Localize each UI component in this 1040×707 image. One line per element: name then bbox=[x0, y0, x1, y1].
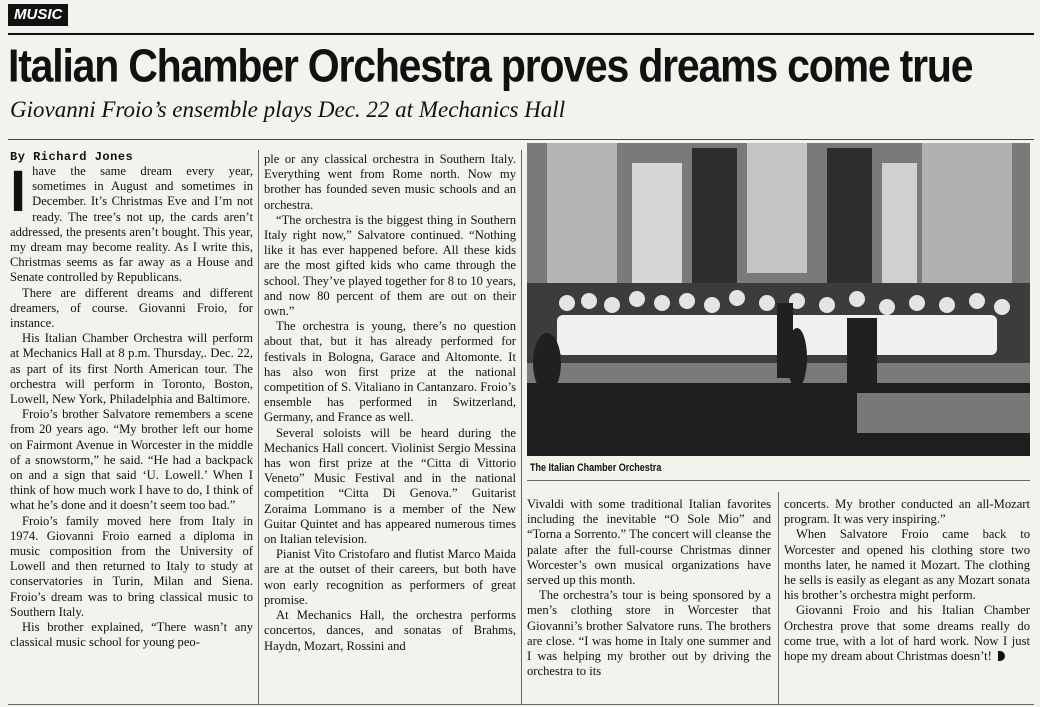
byline: By Richard Jones bbox=[10, 150, 134, 164]
paragraph: Giovanni Froio and his Italian Chamber Orchestra prove that some dreams really do come true, with a lot of hard work. Now I just hope my dream about Christmas doesn’t! bbox=[784, 603, 1030, 664]
paragraph: Pianist Vito Cristofaro and flutist Marco Maida are at the outset of their careers, but both have won early recognition as performers of great promise. bbox=[264, 547, 516, 607]
orchestra-photo bbox=[527, 143, 1030, 456]
paragraph: His Italian Chamber Orchestra will perform at Mechanics Hall at 8 p.m. Thursday,. Dec. 22, as part of its first North American tour. The orchestra will perform in Toronto, Boston, Lowell, New York, Philadelphia and Baltimore. bbox=[10, 331, 253, 407]
paragraph: The orchestra’s tour is being sponsored by a men’s clothing store in Worcester that Giovanni’s brother Salvatore runs. The brothers are close. “I was home in Italy one summer and I was helping my brother out by driving the orchestra to its bbox=[527, 588, 771, 679]
section-label: MUSIC bbox=[8, 4, 68, 26]
article-column-2 bbox=[264, 152, 516, 654]
paragraph: There are different dreams and different dreamers, of course. Giovanni Froio, for instance. bbox=[10, 285, 253, 331]
article-column-4 bbox=[784, 497, 1030, 664]
paragraph: Several soloists will be heard during the Mechanics Hall concert. Violinist Sergio Messina has won first prize at the “Citta di Vittorio Veneto” Music Festival and in the national competition “Citta Di Genova.” Guitarist Zoraima Lommano is a member of the New Guitar Quintet and has appeared numerous times on Italian television. bbox=[264, 425, 516, 547]
subheadline: Giovanni Froio’s ensemble plays Dec. 22 at Mechanics Hall bbox=[10, 97, 566, 122]
column-divider bbox=[778, 492, 779, 705]
headline: Italian Chamber Orchestra proves dreams come true bbox=[8, 40, 973, 92]
article-column-3 bbox=[527, 497, 771, 679]
paragraph: “The orchestra is the biggest thing in Southern Italy right now,” Salvatore continued. “Nothing like it has ever happened before. All these kids are the most gifted kids who came through the school. They’ve played together for 8 to 10 years, and now 80 percent of them are out on their own.” bbox=[264, 212, 516, 319]
column-divider bbox=[258, 150, 259, 705]
column-divider bbox=[521, 150, 522, 705]
paragraph: Vivaldi with some traditional Italian favorites including the inevitable “O Sole Mio” and “Torna a Sorrento.” The concert will cleanse the palate after the full-course Christmas dinner Worcester’s own musical organizations have served up this month. bbox=[527, 497, 771, 588]
paragraph: concerts. My brother conducted an all-Mozart program. It was very inspiring.” bbox=[784, 497, 1030, 527]
paragraph: The orchestra is young, there’s no question about that, but it has already performed for festivals in Bologna, Garace and Altomonte. It has also won first prize at the national competition of S. Vitaliano in Cantanzaro. Froio’s ensemble has performed in Switzerland, Germany, and France as well. bbox=[264, 319, 516, 425]
headline-rule bbox=[8, 139, 1034, 140]
drop-cap: I bbox=[10, 159, 27, 224]
article-column-1 bbox=[10, 159, 253, 651]
bottom-rule bbox=[8, 704, 1034, 705]
photo-illustration bbox=[527, 143, 1030, 456]
paragraph: Froio’s family moved here from Italy in 1974. Giovanni Froio earned a diploma in music composition from the University of Lowell and then returned to Italy to study at conservatories in Turin, Milan and Siena. Froio’s dream was to bring classical music to Southern Italy. bbox=[10, 513, 253, 619]
paragraph: Froio’s brother Salvatore remembers a scene from 20 years ago. “My brother left our home on Fairmont Avenue in Worcester in the middle of a snowstorm,” he said. “He had a backpack on and a sign that said ‘U. Lowell.’ When I think of how much work I have to do, I think of what he’s done and it doesn’t seem too bad.” bbox=[10, 407, 253, 513]
end-mark-icon bbox=[998, 651, 1005, 661]
paragraph: His brother explained, “There wasn’t any classical music school for young peo- bbox=[10, 620, 253, 650]
paragraph: ple or any classical orchestra in Southern Italy. Everything went from Rome north. Now my brother has founded seven music schools and an orchestra. bbox=[264, 152, 516, 212]
paragraph: At Mechanics Hall, the orchestra performs concertos, dances, and sonatas of Brahms, Haydn, Mozart, Rossini and bbox=[264, 608, 516, 653]
photo-caption: The Italian Chamber Orchestra bbox=[530, 462, 662, 474]
paragraph: Ihave the same dream every year, sometimes in August and sometimes in December. It’s Christmas Eve and I’m not ready. The tree’s not up, the cards aren’t addressed, the presents aren’t bought. This year, my dream may become reality. As I write this, Christmas seems as far away as a House and Senate controlled by Republicans. bbox=[10, 159, 253, 285]
top-rule bbox=[8, 33, 1034, 35]
paragraph: When Salvatore Froio came back to Worcester and opened his clothing store two months later, he named it Mozart. The clothing he sells is easily as elegant as any Mozart sonata his brother’s orchestra might perform. bbox=[784, 527, 1030, 603]
caption-rule bbox=[527, 480, 1030, 481]
